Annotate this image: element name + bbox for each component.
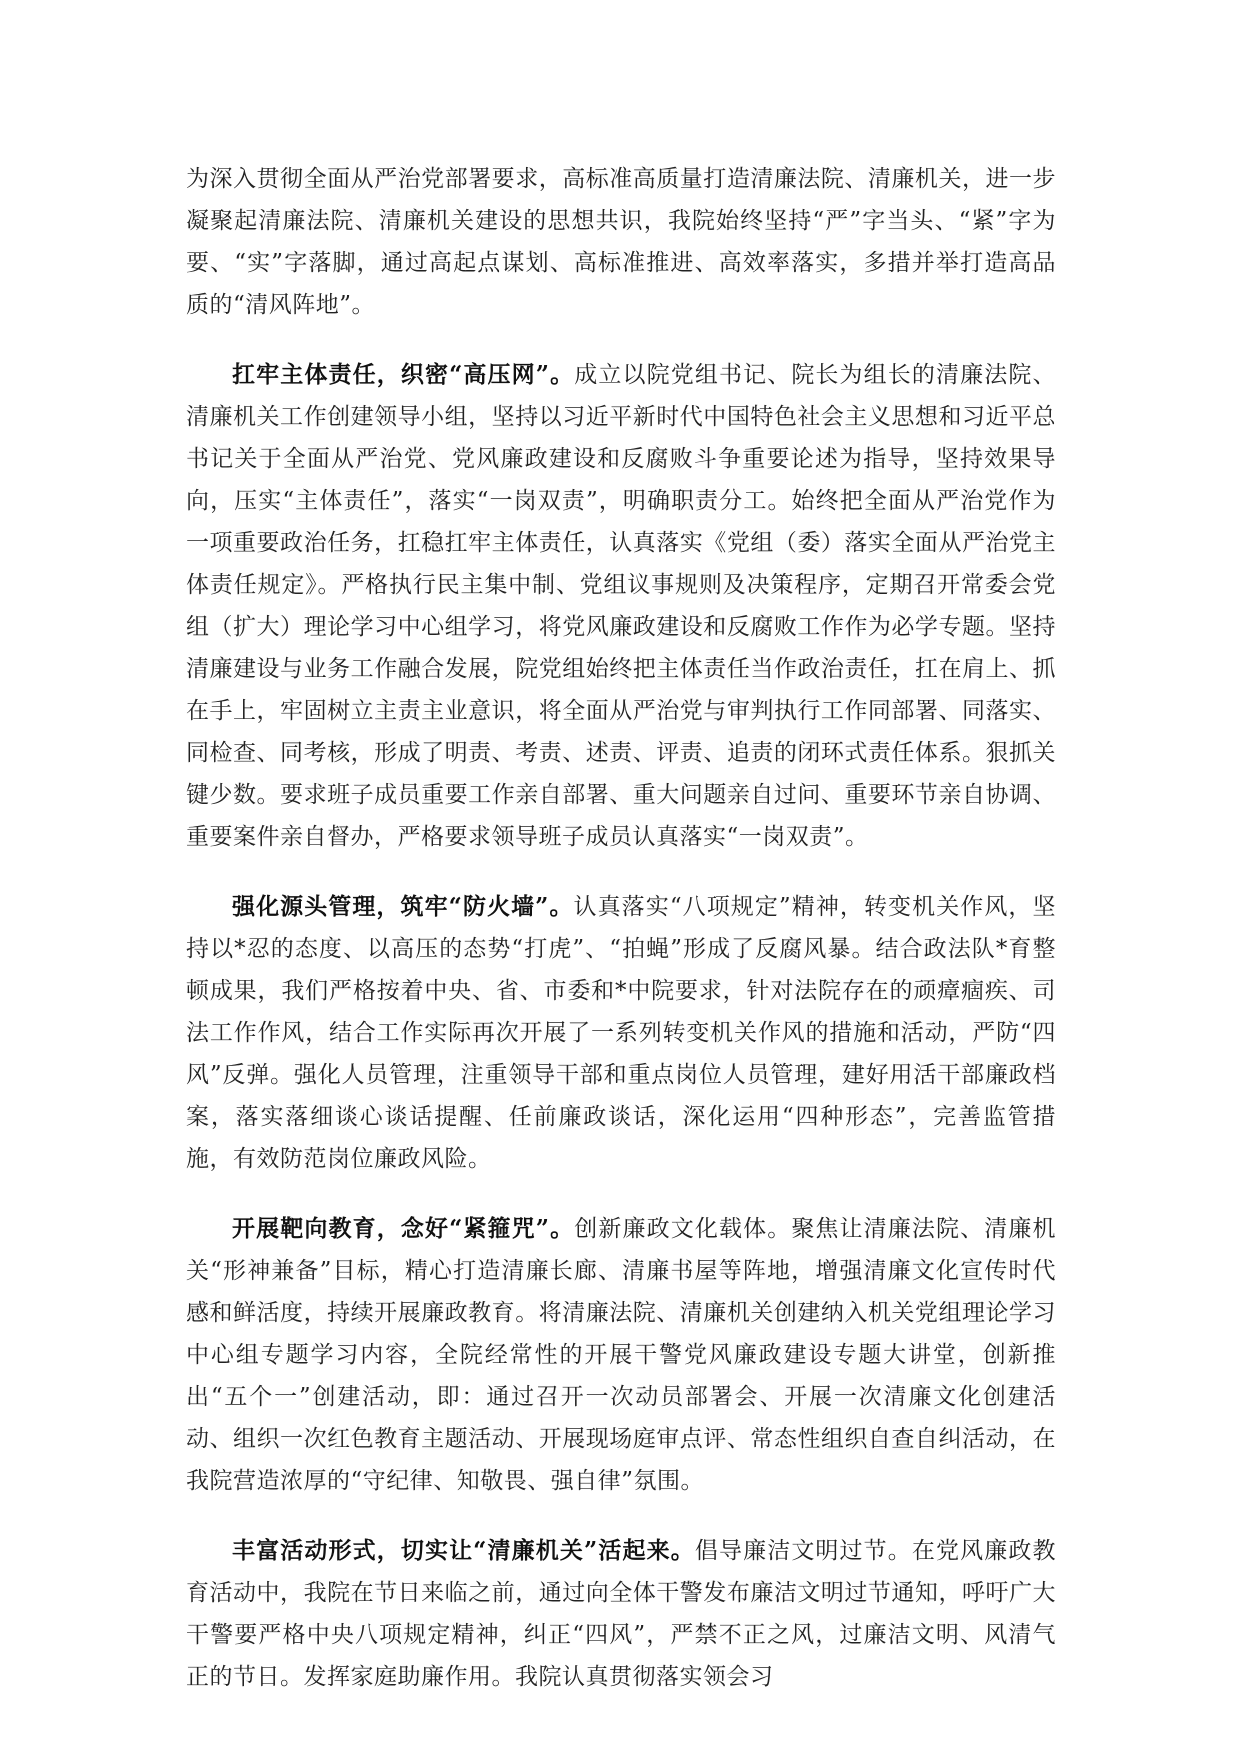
paragraph-text: 创新廉政文化载体。聚焦让清廉法院、清廉机关“形神兼备”目标，精心打造清廉长廊、清廉书屋等阵地，增强清廉文化宣传时代感和鲜活度，持续开展廉政教育。将清廉法院、清廉机关创建纳入机关党组理论学习中心组专题学习内容，全院经常性的开展干警党风廉政建设专题大讲堂，创新推出“五个一”创建活动，即：通过召开一次动员部署会、开展一次清廉文化创建活动、组织一次红色教育主题活动、开展现场庭审点评、常态性组织自查自纠活动，在我院营造浓厚的“守纪律、知敬畏、强自律”氛围。 (186, 1216, 1057, 1494)
document-body (186, 158, 1056, 1726)
paragraph-text: 认真落实“八项规定”精神，转变机关作风，坚持以*忍的态度、以高压的态势“打虎”、“拍蝇”形成了反腐风暴。结合政法队*育整顿成果，我们严格按着中央、省、市委和*中院要求，针对法院存在的顽瘴痼疾、司法工作作风，结合工作实际再次开展了一系列转变机关作风的措施和活动，严防“四风”反弹。强化人员管理，注重领导干部和重点岗位人员管理，建好用活干部廉政档案，落实落细谈心谈话提醒、任前廉政谈话，深化运用“四种形态”，完善监管措施，有效防范岗位廉政风险。 (186, 894, 1056, 1172)
paragraph-lead: 丰富活动形式，切实让“清廉机关”活起来。 (232, 1537, 695, 1564)
paragraph-lead: 强化源头管理，筑牢“防火墙”。 (232, 893, 574, 920)
paragraph-text: 为深入贯彻全面从严治党部署要求，高标准高质量打造清廉法院、清廉机关，进一步凝聚起清廉法院、清廉机关建设的思想共识，我院始终坚持“严”字当头、“紧”字为要、“实”字落脚，通过高起点谋划、高标准推进、高效率落实，多措并举打造高品质的“清风阵地”。 (186, 166, 1056, 318)
paragraph-text: 倡导廉洁文明过节。在党风廉政教育活动中，我院在节日来临之前，通过向全体干警发布廉洁文明过节通知，呼吁广大干警要严格中央八项规定精神，纠正“四风”，严禁不正之风，过廉洁文明、风清气正的节日。发挥家庭助廉作用。我院认真贯彻落实领会习 (186, 1538, 1057, 1690)
paragraph-lead: 扛牢主体责任，织密“高压网”。 (232, 361, 575, 388)
paragraph-text: 成立以院党组书记、院长为组长的清廉法院、清廉机关工作创建领导小组，坚持以习近平新时代中国特色社会主义思想和习近平总书记关于全面从严治党、党风廉政建设和反腐败斗争重要论述为指导，坚持效果导向，压实“主体责任”，落实“一岗双责”，明确职责分工。始终把全面从严治党作为一项重要政治任务，扛稳扛牢主体责任，认真落实《党组（委）落实全面从严治党主体责任规定》。严格执行民主集中制、党组议事规则及决策程序，定期召开常委会党组（扩大）理论学习中心组学习，将党风廉政建设和反腐败工作作为必学专题。坚持清廉建设与业务工作融合发展，院党组始终把主体责任当作政治责任，扛在肩上、抓在手上，牢固树立主责主业意识，将全面从严治党与审判执行工作同部署、同落实、同检查、同考核，形成了明责、考责、述责、评责、追责的闭环式责任体系。狠抓关键少数。要求班子成员重要工作亲自部署、重大问题亲自过问、重要环节亲自协调、重要案件亲自督办，严格要求领导班子成员认真落实“一岗双责”。 (186, 362, 1057, 850)
paragraph-intro (186, 158, 1056, 326)
paragraph-lead: 开展靶向教育，念好“紧箍咒”。 (232, 1215, 575, 1242)
paragraph-targeted-education (186, 1208, 1056, 1502)
paragraph-main-responsibility (186, 354, 1056, 858)
paragraph-activities (186, 1530, 1056, 1698)
paragraph-source-management (186, 886, 1056, 1180)
